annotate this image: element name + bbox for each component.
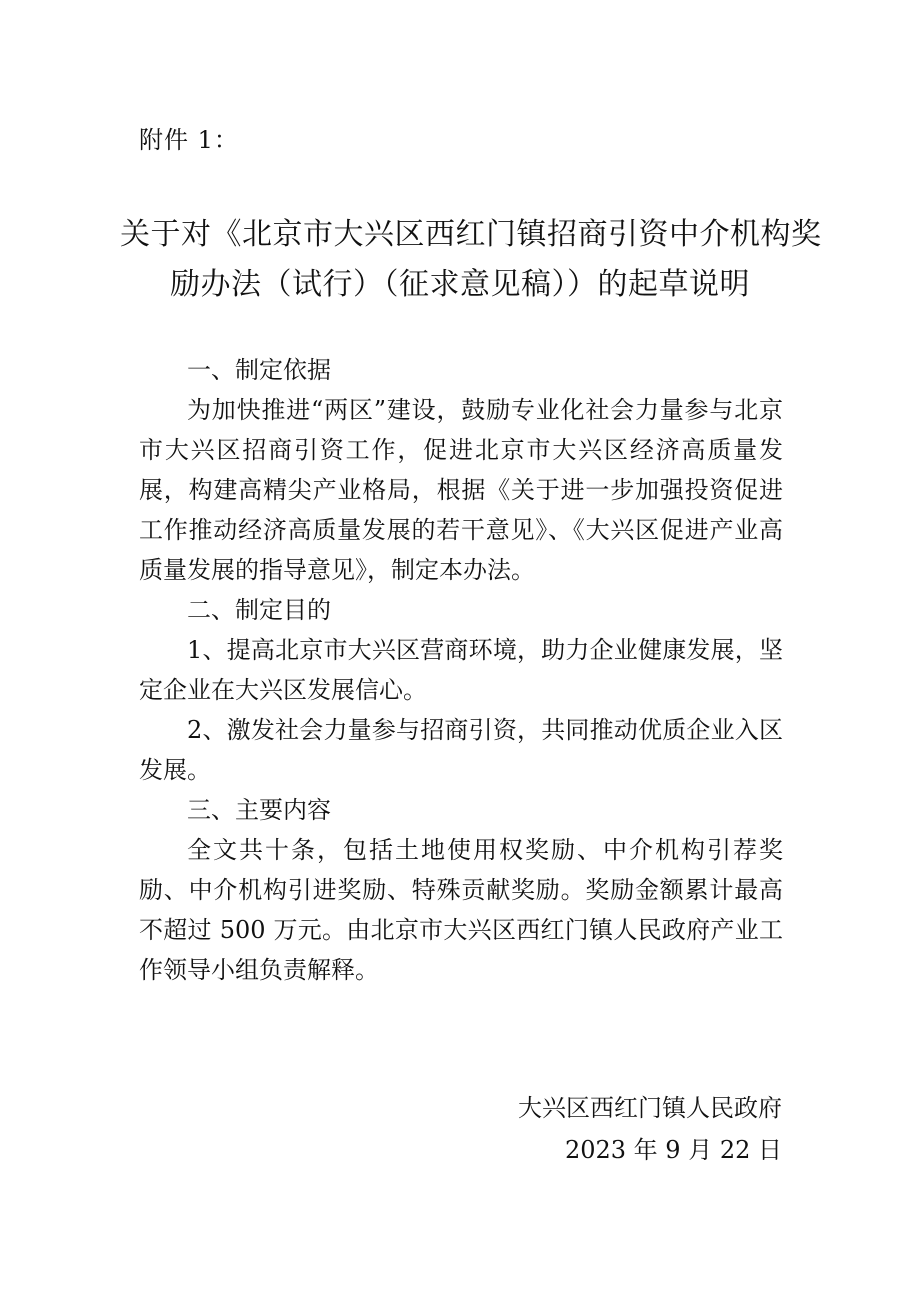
title-line-2: 励办法（试行）（征求意见稿））的起草说明	[170, 267, 750, 302]
section-heading-content: 三、主要内容	[187, 796, 331, 824]
document-body	[139, 350, 783, 990]
paragraph-basis: 为加快推进“两区”建设，鼓励专业化社会力量参与北京市大兴区招商引资工作，促进北京市大兴区经济高质量发展，构建高精尖产业格局，根据《关于进一步加强投资促进工作推动经济高质量发展的若干意见》、《大兴区促进产业高质量发展的指导意见》，制定本办法。	[139, 396, 783, 584]
paragraph-content: 全文共十条，包括土地使用权奖励、中介机构引荐奖励、中介机构引进奖励、特殊贡献奖励。奖励金额累计最高不超过 500 万元。由北京市大兴区西红门镇人民政府产业工作领导小组负责解释。	[139, 836, 783, 984]
paragraph-purpose-item-2: 2、激发社会力量参与招商引资，共同推动优质企业入区发展。	[139, 716, 783, 784]
signature-block	[518, 1087, 782, 1171]
document-title	[120, 210, 822, 310]
paragraph-purpose-item-1: 1、提高北京市大兴区营商环境，助力企业健康发展，坚定企业在大兴区发展信心。	[139, 636, 783, 704]
section-heading-basis: 一、制定依据	[187, 356, 331, 384]
title-line-1: 关于对《北京市大兴区西红门镇招商引资中介机构奖	[120, 217, 822, 252]
signature-organization: 大兴区西红门镇人民政府	[518, 1094, 782, 1122]
attachment-label: 附件 1：	[139, 126, 239, 154]
section-heading-purpose: 二、制定目的	[187, 596, 331, 624]
signature-date: 2023 年 9 月 22 日	[564, 1136, 782, 1164]
